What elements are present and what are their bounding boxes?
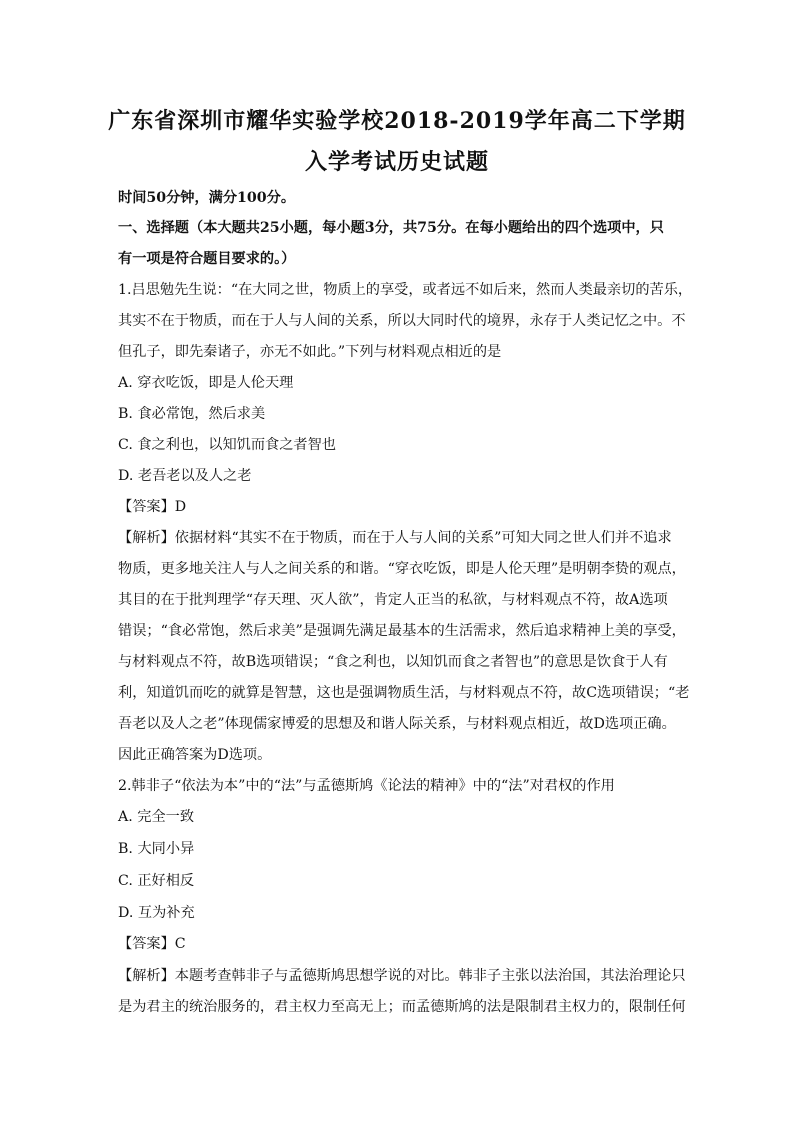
q1-analysis-line: 因此正确答案为D选项。: [118, 747, 272, 763]
section-instructions-line2: 有一项是符合题目要求的。）: [118, 251, 296, 267]
q1-option-b: B. 食必常饱，然后求美: [118, 406, 266, 422]
time-score-info: 时间50分钟，满分100分。: [118, 190, 296, 206]
q1-stem-line: 1.吕思勉先生说：“在大同之世，物质上的享受，或者远不如后来，然而人类最亲切的苦乐，: [118, 282, 693, 298]
q2-option-b: B. 大同小异: [118, 841, 195, 857]
q1-analysis-line: 其目的在于批判理学“存天理、灭人欲”，肯定人正当的私欲，与材料观点不符，故A选项: [118, 592, 668, 608]
q2-answer: 【答案】C: [118, 936, 186, 952]
q1-stem-line: 但孔子，即先秦诸子，亦无不如此。”下列与材料观点相近的是: [118, 344, 502, 360]
section-instructions-line1: 一、选择题（本大题共25小题，每小题3分，共75分。在每小题给出的四个选项中，只: [118, 220, 664, 236]
q1-analysis-line: 错误；“食必常饱，然后求美”是强调先满足最基本的生活需求，然后追求精神上美的享受，: [118, 623, 686, 639]
q1-stem-line: 其实不在于物质，而在于人与人间的关系，所以大同时代的境界，永存于人类记忆之中。不: [118, 313, 686, 329]
q1-analysis-line: 物质，更多地关注人与人之间关系的和谐。“穿衣吃饭，即是人伦天理”是明朝李贽的观点，: [118, 561, 686, 577]
q1-option-c: C. 食之利也，以知饥而食之者智也: [118, 437, 336, 453]
q1-analysis-line: 利，知道饥而吃的就算是智慧，这也是强调物质生活，与材料观点不符，故C选项错误；“老: [118, 685, 690, 701]
q2-stem: 2.韩非子“依法为本”中的“法”与孟德斯鸠《论法的精神》中的“法”对君权的作用: [118, 778, 615, 794]
document-title-line2: 入学考试历史试题: [304, 149, 489, 175]
q1-answer: 【答案】D: [118, 499, 187, 515]
q2-analysis-line: 【解析】本题考查韩非子与孟德斯鸠思想学说的对比。韩非子主张以法治国，其法治理论只: [118, 968, 686, 984]
q1-analysis-line: 【解析】依据材料“其实不在于物质，而在于人与人间的关系”可知大同之世人们并不追求: [118, 530, 672, 546]
q2-option-d: D. 互为补充: [118, 905, 195, 921]
q2-option-a: A. 完全一致: [118, 809, 195, 825]
q2-option-c: C. 正好相反: [118, 873, 195, 889]
q1-option-a: A. 穿衣吃饭，即是人伦天理: [118, 375, 294, 391]
q1-analysis-line: 吾老以及人之老”体现儒家博爱的思想及和谐人际关系，与材料观点相近，故D选项正确。: [118, 716, 676, 732]
q1-option-d: D. 老吾老以及人之老: [118, 468, 252, 484]
q1-analysis-line: 与材料观点不符，故B选项错误；“食之利也，以知饥而食之者智也”的意思是饮食于人有: [118, 654, 668, 670]
document-title-line1: 广东省深圳市耀华实验学校2018-2019学年高二下学期: [108, 108, 686, 134]
q2-analysis-line: 是为君主的统治服务的，君主权力至高无上；而孟德斯鸠的法是限制君主权力的，限制任何: [118, 999, 686, 1015]
